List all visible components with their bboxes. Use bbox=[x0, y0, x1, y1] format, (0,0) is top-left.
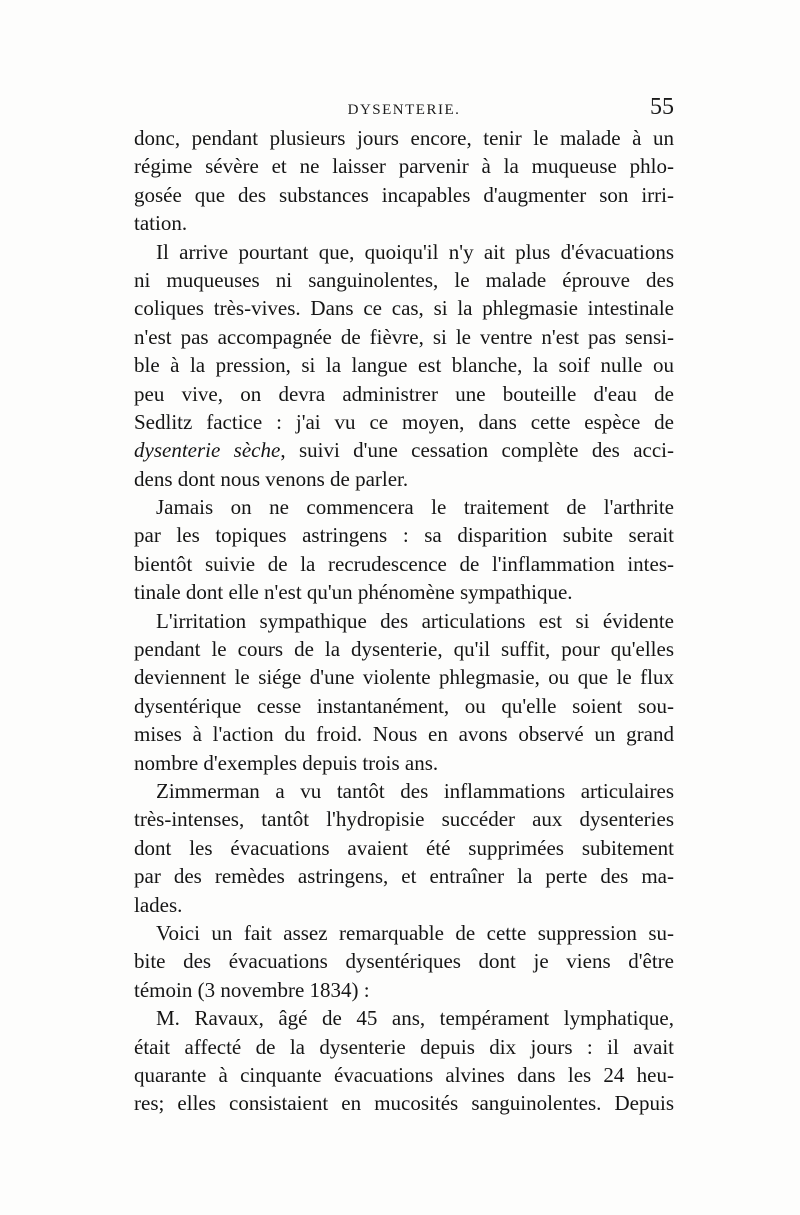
running-title: DYSENTERIE. bbox=[347, 102, 461, 118]
text-line: coliques très-vives. Dans ce cas, si la phlegmasie intestinale bbox=[134, 296, 674, 321]
text-line: témoin (3 novembre 1834) : bbox=[134, 977, 370, 1002]
text-line: Zimmerman a vu tantôt des inflammations articulaires bbox=[156, 778, 674, 803]
text-line: gosée que des substances incapables d'augmenter son irri- bbox=[134, 182, 674, 207]
text-line: Il arrive pourtant que, quoiqu'il n'y ait plus d'évacuations bbox=[156, 239, 674, 264]
text-line: dysenterie sèche, suivi d'une cessation complète des acci- bbox=[134, 438, 674, 463]
running-head bbox=[134, 94, 674, 124]
text-line: mises à l'action du froid. Nous en avons observé un grand bbox=[134, 722, 674, 747]
text-line: donc, pendant plusieurs jours encore, tenir le malade à un bbox=[134, 126, 674, 150]
text-line: pendant le cours de la dysenterie, qu'il suffit, pour qu'elles bbox=[134, 637, 674, 662]
text-line: ble à la pression, si la langue est blanche, la soif nulle ou bbox=[134, 353, 674, 378]
text-line: dont les évacuations avaient été supprimées subitement bbox=[134, 835, 674, 860]
text-line: dens dont nous venons de parler. bbox=[134, 466, 409, 491]
text-line: tinale dont elle n'est qu'un phénomène sympathique. bbox=[134, 580, 573, 605]
body-text bbox=[134, 124, 674, 1118]
text-line: deviennent le siége d'une violente phlegmasie, ou que le flux bbox=[134, 665, 674, 690]
text-line: Voici un fait assez remarquable de cette suppression su- bbox=[156, 920, 674, 945]
text-line: bite des évacuations dysentériques dont je viens d'être bbox=[134, 949, 674, 974]
text-line: n'est pas accompagnée de fièvre, si le ventre n'est pas sensi- bbox=[134, 324, 674, 349]
text-line: quarante à cinquante évacuations alvines dans les 24 heu- bbox=[134, 1062, 674, 1087]
text-line: nombre d'exemples depuis trois ans. bbox=[134, 750, 439, 775]
page-number: 55 bbox=[650, 94, 674, 120]
text-line: était affecté de la dysenterie depuis dix jours : il avait bbox=[134, 1034, 674, 1059]
text-line: peu vive, on devra administrer une bouteille d'eau de bbox=[134, 381, 674, 406]
text-line: très-intenses, tantôt l'hydropisie succéder aux dysenteries bbox=[134, 807, 674, 832]
text-line: ni muqueuses ni sanguinolentes, le malade éprouve des bbox=[134, 267, 674, 292]
text-line: Sedlitz factice : j'ai vu ce moyen, dans cette espèce de bbox=[134, 409, 674, 434]
text-line: Jamais on ne commencera le traitement de l'arthrite bbox=[156, 495, 674, 520]
text-line: lades. bbox=[134, 892, 183, 917]
text-line: par des remèdes astringens, et entraîner la perte des ma- bbox=[134, 864, 674, 889]
text-line: M. Ravaux, âgé de 45 ans, tempérament lymphatique, bbox=[156, 1006, 674, 1031]
text-line: bientôt suivie de la recrudescence de l'inflammation intes- bbox=[134, 551, 674, 576]
text-line: dysentérique cesse instantanément, ou qu'elle soient sou- bbox=[134, 693, 674, 718]
text-line: régime sévère et ne laisser parvenir à la muqueuse phlo- bbox=[134, 154, 674, 179]
text-line: L'irritation sympathique des articulations est si évidente bbox=[156, 608, 674, 633]
text-line: res; elles consistaient en mucosités sanguinolentes. Depuis bbox=[134, 1091, 674, 1116]
text-line: par les topiques astringens : sa disparition subite serait bbox=[134, 523, 674, 548]
text-line: tation. bbox=[134, 211, 188, 236]
